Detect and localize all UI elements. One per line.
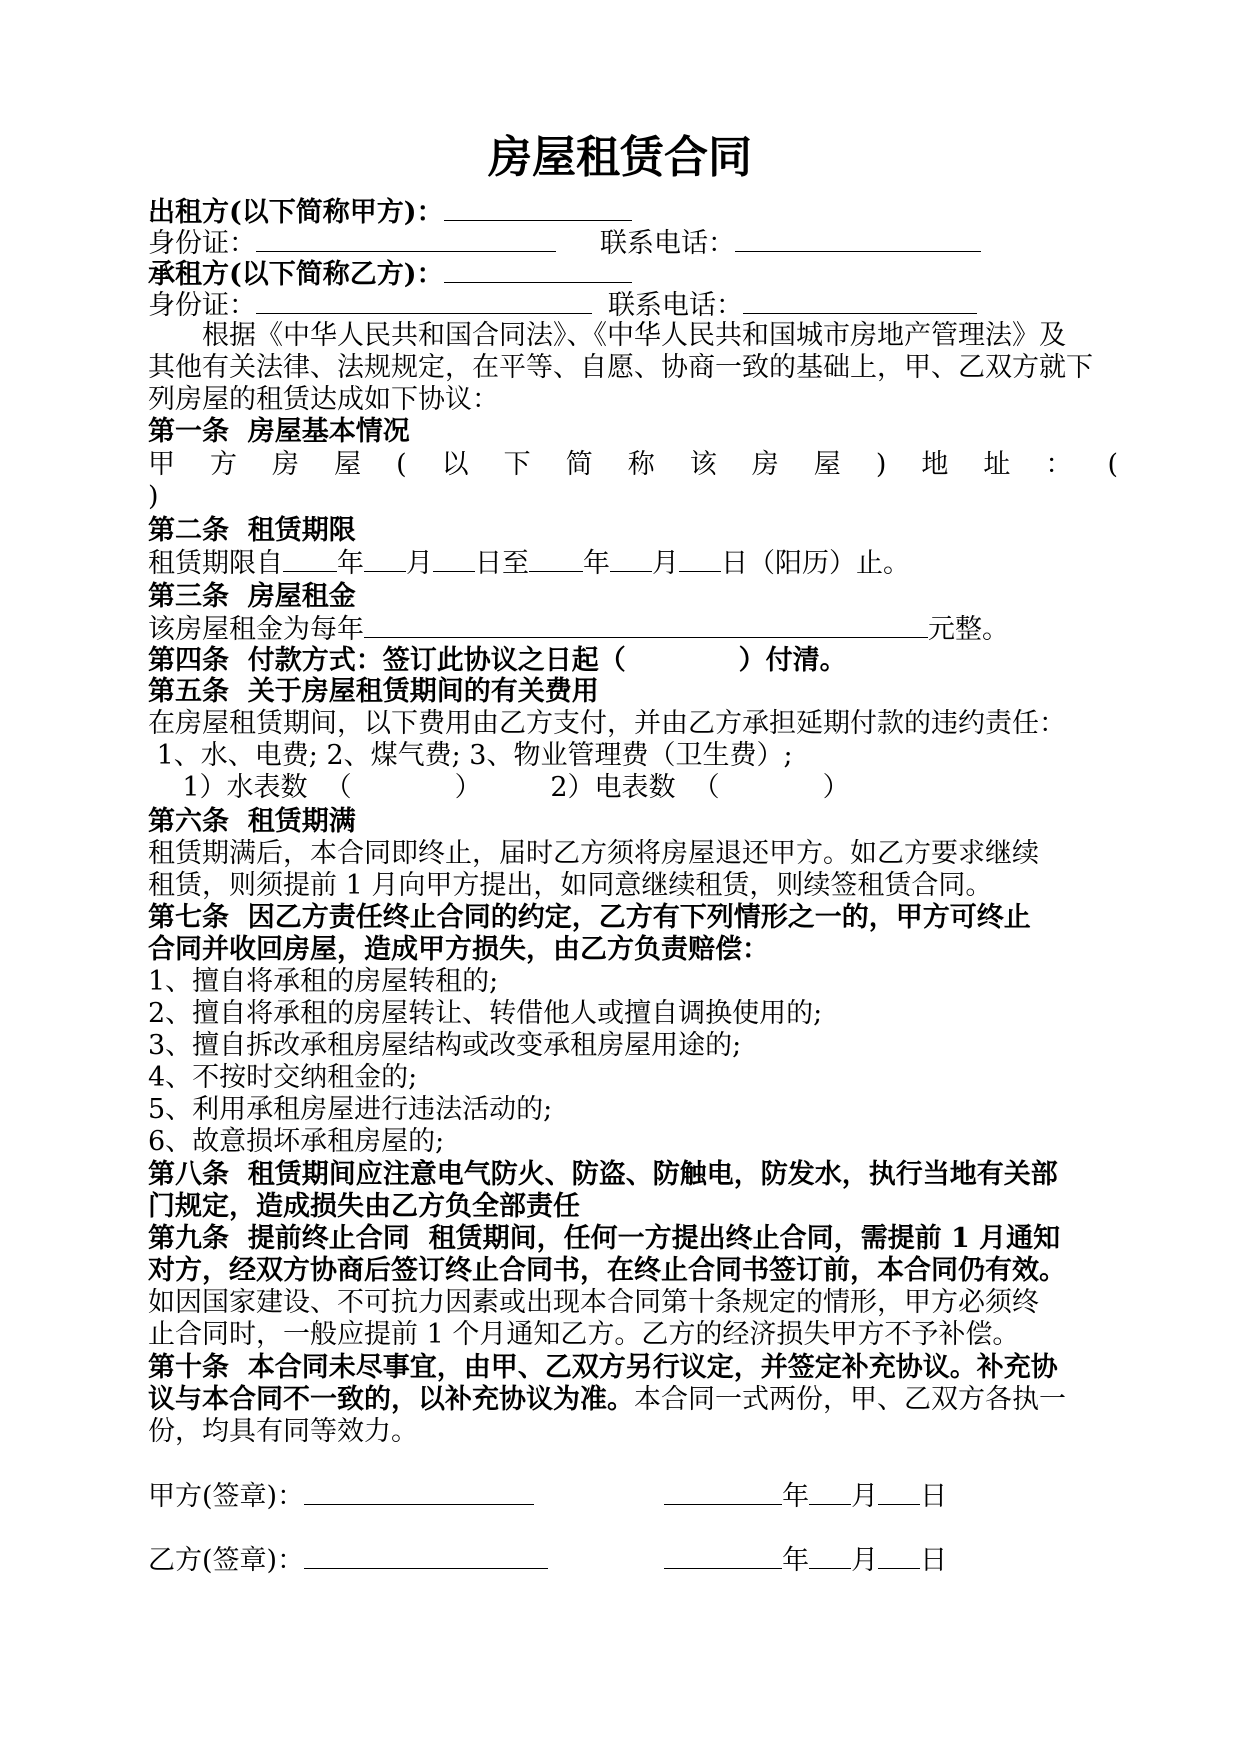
rent-label: 该房屋租金为每年	[148, 614, 364, 645]
term-from-label: 租赁期限自	[148, 548, 283, 579]
article-10-normal-clause: 本合同一式两份，甲、乙双方各执一	[634, 1384, 1066, 1415]
rent-amount-blank[interactable]	[364, 613, 928, 638]
party-b-sign-year-blank[interactable]	[664, 1544, 782, 1569]
article-7-item-1: 1、擅自将承租的房屋转租的;	[148, 966, 499, 997]
party-a-id-label: 身份证：	[148, 228, 256, 259]
article-7-heading-1: 第七条 因乙方责任终止合同的约定，乙方有下列情形之一的，甲方可终止	[148, 902, 1031, 933]
end-year-blank[interactable]	[529, 547, 583, 572]
party-a-phone-blank[interactable]	[735, 227, 981, 252]
party-a-day-label: 日	[920, 1481, 948, 1512]
party-b-label: 承租方(以下简称乙方)：	[148, 259, 444, 290]
article-7-heading-2: 合同并收回房屋，造成甲方损失，由乙方负责赔偿：	[148, 934, 769, 965]
party-a-sign-day-blank[interactable]	[878, 1480, 920, 1505]
preamble-line-2: 其他有关法律、法规规定，在平等、自愿、协商一致的基础上，甲、乙双方就下	[148, 352, 1093, 383]
end-month-label: 月	[652, 548, 679, 579]
end-day-label: 日（阳历）止。	[721, 548, 910, 579]
article-5-heading: 第五条 关于房屋租赁期间的有关费用	[148, 676, 599, 707]
party-b-year-label: 年	[782, 1545, 810, 1576]
party-b-phone-blank[interactable]	[743, 289, 977, 314]
start-day-blank[interactable]	[433, 547, 475, 572]
end-year-label: 年	[583, 548, 610, 579]
article-3-rent-line	[148, 613, 1118, 646]
article-7-item-6: 6、故意损坏承租房屋的;	[148, 1126, 445, 1157]
article-10-bold-clause: 议与本合同不一致的，以补充协议为准。	[148, 1384, 634, 1415]
end-month-blank[interactable]	[610, 547, 652, 572]
article-9-line-3: 如因国家建设、不可抗力因素或出现本合同第十条规定的情形，甲方必须终	[148, 1287, 1039, 1318]
article-4-heading: 第四条 付款方式：签订此协议之日起（ ）付清。	[148, 645, 847, 676]
party-a-signature-label: 甲方(签章)：	[148, 1481, 305, 1512]
party-b-name-blank[interactable]	[444, 258, 632, 283]
article-7-item-3: 3、擅自拆改承租房屋结构或改变承租房屋用途的;	[148, 1030, 742, 1061]
start-day-label: 日至	[475, 548, 529, 579]
party-a-label: 出租方(以下简称甲方)：	[148, 197, 444, 228]
party-a-phone-label: 联系电话：	[600, 228, 735, 259]
party-a-month-label: 月	[851, 1481, 879, 1512]
article-1-address-line: 甲方房屋(以下简称该房屋)地址：(	[148, 449, 1118, 480]
preamble-line-1: 根据《中华人民共和国合同法》、《中华人民共和国城市房地产管理法》及	[148, 320, 1066, 351]
preamble-line-3: 列房屋的租赁达成如下协议：	[148, 384, 499, 415]
article-2-heading: 第二条 租赁期限	[148, 515, 356, 546]
party-a-name-blank[interactable]	[444, 196, 632, 221]
party-a-id-blank[interactable]	[256, 227, 556, 252]
article-2-term-line	[148, 547, 1118, 580]
party-b-signature-line	[148, 1544, 1118, 1577]
start-month-blank[interactable]	[364, 547, 406, 572]
party-b-month-label: 月	[851, 1545, 879, 1576]
article-6-line-1: 租赁期满后，本合同即终止，届时乙方须将房屋退还甲方。如乙方要求继续	[148, 838, 1039, 869]
party-b-day-label: 日	[920, 1545, 948, 1576]
rent-unit-label: 元整。	[928, 614, 1009, 645]
article-8-line-2: 门规定，造成损失由乙方负全部责任	[148, 1191, 580, 1222]
party-a-sign-year-blank[interactable]	[664, 1480, 782, 1505]
article-6-line-2: 租赁，则须提前 1 月向甲方提出，如同意继续租赁，则续签租赁合同。	[148, 870, 993, 901]
party-a-signature-line	[148, 1480, 1118, 1513]
party-b-line	[148, 258, 1118, 291]
start-month-label: 月	[406, 548, 433, 579]
article-5-line-3: 1）水表数 （ ） 2）电表数 （ ）	[148, 772, 850, 803]
article-5-line-1: 在房屋租赁期间，以下费用由乙方支付，并由乙方承担延期付款的违约责任：	[148, 708, 1066, 739]
party-b-sign-month-blank[interactable]	[809, 1544, 851, 1569]
article-5-line-2: 1、水、电费; 2、煤气费; 3、物业管理费（卫生费）;	[148, 740, 793, 771]
party-b-id-line	[148, 289, 1118, 322]
article-9-line-2: 对方，经双方协商后签订终止合同书，在终止合同书签订前，本合同仍有效。	[148, 1255, 1066, 1286]
article-10-line-3: 份，均具有同等效力。	[148, 1416, 418, 1447]
party-b-phone-label: 联系电话：	[608, 290, 743, 321]
article-1-address-close: )	[148, 481, 159, 512]
start-year-label: 年	[337, 548, 364, 579]
article-10-line-2	[148, 1384, 1118, 1416]
article-10-line-1: 第十条 本合同未尽事宜，由甲、乙双方另行议定，并签定补充协议。补充协	[148, 1352, 1058, 1383]
start-year-blank[interactable]	[283, 547, 337, 572]
party-a-year-label: 年	[782, 1481, 810, 1512]
article-3-heading: 第三条 房屋租金	[148, 581, 356, 612]
party-b-signature-label: 乙方(签章)：	[148, 1545, 305, 1576]
article-1-heading: 第一条 房屋基本情况	[148, 416, 410, 447]
article-9-line-4: 止合同时，一般应提前 1 个月通知乙方。乙方的经济损失甲方不予补偿。	[148, 1319, 1020, 1350]
document-title: 房屋租赁合同	[488, 132, 752, 183]
party-a-signature-blank[interactable]	[304, 1480, 534, 1505]
article-9-line-1: 第九条 提前终止合同 租赁期间，任何一方提出终止合同，需提前 1 月通知	[148, 1223, 1061, 1254]
party-b-id-blank[interactable]	[256, 289, 592, 314]
article-8-line-1: 第八条 租赁期间应注意电气防火、防盗、防触电，防发水，执行当地有关部	[148, 1159, 1058, 1190]
article-6-heading: 第六条 租赁期满	[148, 806, 356, 837]
party-a-line	[148, 196, 1118, 229]
article-7-item-5: 5、利用承租房屋进行违法活动的;	[148, 1094, 553, 1125]
party-b-id-label: 身份证：	[148, 290, 256, 321]
party-b-sign-day-blank[interactable]	[878, 1544, 920, 1569]
party-a-sign-month-blank[interactable]	[809, 1480, 851, 1505]
article-7-item-4: 4、不按时交纳租金的;	[148, 1062, 418, 1093]
party-a-id-line	[148, 227, 1118, 260]
party-b-signature-blank[interactable]	[304, 1544, 548, 1569]
end-day-blank[interactable]	[679, 547, 721, 572]
article-7-item-2: 2、擅自将承租的房屋转让、转借他人或擅自调换使用的;	[148, 998, 823, 1029]
